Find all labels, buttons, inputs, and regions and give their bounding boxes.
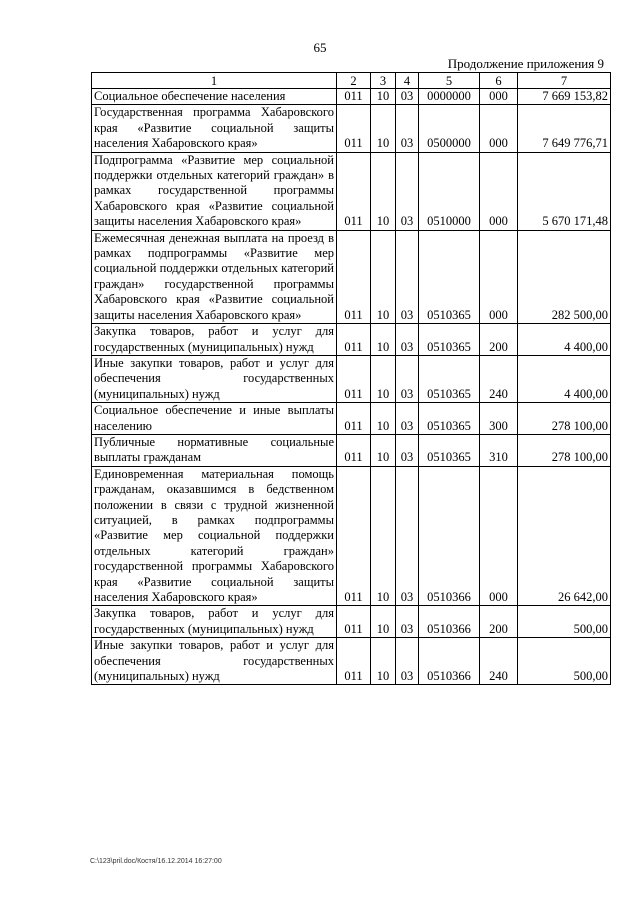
row-amount: 282 500,00 [518, 230, 611, 323]
row-expense-type: 000 [480, 89, 518, 105]
table-row [92, 606, 611, 638]
row-amount: 500,00 [518, 606, 611, 638]
row-subsection: 03 [396, 466, 419, 606]
row-amount: 7 649 776,71 [518, 105, 611, 152]
row-section: 10 [371, 355, 396, 402]
footer-file-path: C:\123\pril.doc/Костя/16.12.2014 16:27:00 [90, 858, 222, 865]
table-row [92, 324, 611, 356]
row-section: 10 [371, 606, 396, 638]
header-col-6: 6 [480, 73, 518, 89]
row-subsection: 03 [396, 606, 419, 638]
table-row [92, 355, 611, 402]
row-target-code: 0510365 [419, 230, 480, 323]
row-section: 10 [371, 324, 396, 356]
row-amount: 7 669 153,82 [518, 89, 611, 105]
row-target-code: 0510000 [419, 152, 480, 230]
row-target-code: 0510365 [419, 324, 480, 356]
row-section: 10 [371, 105, 396, 152]
header-col-7: 7 [518, 73, 611, 89]
row-expense-type: 000 [480, 105, 518, 152]
table-row [92, 230, 611, 323]
row-target-code: 0510365 [419, 403, 480, 435]
row-subsection: 03 [396, 355, 419, 402]
row-amount: 500,00 [518, 638, 611, 685]
row-name: Единовременная материальная помощь гражданам, оказавшимся в бедственном положении в связи с трудной жизненной ситуацией, в рамках подпрограммы «Развитие мер социальной поддержки отдельных категорий граждан» государственной программы Хабаровского края «Развитие социальной защиты населения Хабаровского края» [92, 466, 337, 606]
row-target-code: 0510365 [419, 355, 480, 402]
row-amount: 278 100,00 [518, 434, 611, 466]
row-section: 10 [371, 89, 396, 105]
row-admin-code: 011 [337, 230, 371, 323]
row-amount: 26 642,00 [518, 466, 611, 606]
row-target-code: 0510366 [419, 466, 480, 606]
row-name: Ежемесячная денежная выплата на проезд в рамках подпрограммы «Развитие мер социальной поддержки отдельных категорий граждан» государственной программы Хабаровского края «Развитие социальной защиты населения Хабаровского края» [92, 230, 337, 323]
row-subsection: 03 [396, 434, 419, 466]
row-expense-type: 240 [480, 638, 518, 685]
row-expense-type: 000 [480, 466, 518, 606]
row-subsection: 03 [396, 152, 419, 230]
row-subsection: 03 [396, 230, 419, 323]
row-expense-type: 000 [480, 230, 518, 323]
row-admin-code: 011 [337, 403, 371, 435]
row-section: 10 [371, 466, 396, 606]
row-admin-code: 011 [337, 466, 371, 606]
page-number: 65 [313, 40, 327, 55]
row-target-code: 0510366 [419, 606, 480, 638]
row-expense-type: 200 [480, 606, 518, 638]
row-section: 10 [371, 638, 396, 685]
row-section: 10 [371, 152, 396, 230]
row-target-code: 0000000 [419, 89, 480, 105]
row-amount: 278 100,00 [518, 403, 611, 435]
budget-table [91, 72, 611, 685]
row-target-code: 0500000 [419, 105, 480, 152]
row-admin-code: 011 [337, 638, 371, 685]
row-target-code: 0510365 [419, 434, 480, 466]
row-admin-code: 011 [337, 355, 371, 402]
row-name: Иные закупки товаров, работ и услуг для обеспечения государственных (муниципальных) нужд [92, 638, 337, 685]
table-row [92, 403, 611, 435]
row-name: Закупка товаров, работ и услуг для государственных (муниципальных) нужд [92, 606, 337, 638]
row-name: Государственная программа Хабаровского края «Развитие социальной защиты населения Хабаровского края» [92, 105, 337, 152]
row-target-code: 0510366 [419, 638, 480, 685]
row-admin-code: 011 [337, 89, 371, 105]
table-row [92, 152, 611, 230]
row-expense-type: 300 [480, 403, 518, 435]
row-admin-code: 011 [337, 606, 371, 638]
row-section: 10 [371, 403, 396, 435]
row-admin-code: 011 [337, 324, 371, 356]
row-expense-type: 200 [480, 324, 518, 356]
row-admin-code: 011 [337, 434, 371, 466]
row-subsection: 03 [396, 324, 419, 356]
row-expense-type: 000 [480, 152, 518, 230]
row-section: 10 [371, 230, 396, 323]
row-name: Социальное обеспечение населения [92, 89, 337, 105]
header-row [92, 73, 611, 89]
table-row [92, 434, 611, 466]
row-amount: 5 670 171,48 [518, 152, 611, 230]
header-col-1: 1 [92, 73, 337, 89]
row-admin-code: 011 [337, 105, 371, 152]
row-name: Иные закупки товаров, работ и услуг для обеспечения государственных (муниципальных) нужд [92, 355, 337, 402]
row-amount: 4 400,00 [518, 324, 611, 356]
header-col-5: 5 [419, 73, 480, 89]
row-subsection: 03 [396, 638, 419, 685]
row-subsection: 03 [396, 105, 419, 152]
appendix-note: Продолжение приложения 9 [447, 56, 604, 71]
header-col-4: 4 [396, 73, 419, 89]
row-name: Публичные нормативные социальные выплаты гражданам [92, 434, 337, 466]
header-col-3: 3 [371, 73, 396, 89]
header-col-2: 2 [337, 73, 371, 89]
table-row [92, 638, 611, 685]
table-row [92, 105, 611, 152]
row-name: Социальное обеспечение и иные выплаты населению [92, 403, 337, 435]
table-row [92, 89, 611, 105]
table-row [92, 466, 611, 606]
row-expense-type: 310 [480, 434, 518, 466]
row-expense-type: 240 [480, 355, 518, 402]
row-subsection: 03 [396, 89, 419, 105]
row-subsection: 03 [396, 403, 419, 435]
row-name: Подпрограмма «Развитие мер социальной поддержки отдельных категорий граждан» в рамках государственной программы Хабаровского края «Развитие социальной защиты населения Хабаровского края» [92, 152, 337, 230]
row-section: 10 [371, 434, 396, 466]
row-amount: 4 400,00 [518, 355, 611, 402]
row-name: Закупка товаров, работ и услуг для государственных (муниципальных) нужд [92, 324, 337, 356]
row-admin-code: 011 [337, 152, 371, 230]
